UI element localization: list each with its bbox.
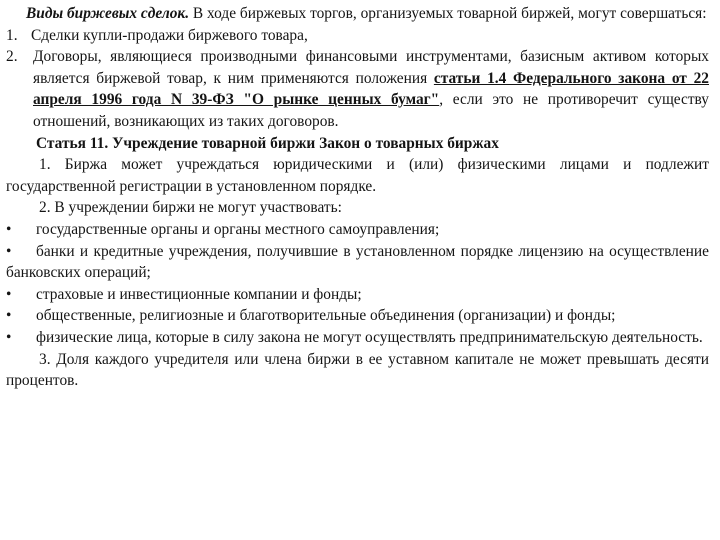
bullet-item (6, 327, 709, 349)
bullet-text: общественные, религиозные и благотворительные объединения (организации) и фонды; (36, 307, 616, 325)
article-paragraph-2: 2. В учреждении биржи не могут участвовать: (39, 199, 342, 217)
law-link[interactable]: статьи 1.4 Федерального закона от 22 апреля 1996 года N 39-ФЗ "О рынке ценных бумаг" (33, 69, 709, 109)
bullet-text: банки и кредитные учреждения, получившие в установленном порядке лицензию на осуществление банковских операций; (6, 242, 709, 282)
bullet-text: государственные органы и органы местного самоуправления; (36, 220, 440, 238)
list-text: Сделки купли-продажи биржевого товара, (31, 26, 308, 44)
list-number: 2. (6, 48, 18, 66)
list-item (6, 46, 709, 132)
bullet-text: физические лица, которые в силу закона не могут осуществлять предпринимательскую деятельность. (36, 328, 703, 346)
document-body (6, 3, 709, 392)
bullet-item (6, 219, 709, 241)
intro-text: В ходе биржевых торгов, организуемых товарной биржей, могут совершаться: (189, 5, 707, 22)
article-paragraph-3: 3. Доля каждого учредителя или члена биржи в ее уставном капитале не может превышать десяти процентов. (6, 350, 709, 390)
bullet-icon: • (6, 328, 12, 346)
bullet-icon: • (6, 220, 12, 238)
intro-paragraph (6, 3, 709, 25)
list-item (6, 25, 709, 47)
list-number: 1. (6, 26, 18, 44)
bullet-icon: • (6, 242, 12, 260)
article-paragraph-1: 1. Биржа может учреждаться юридическими и (или) физическими лицами и подлежит государственной регистрации в установленном порядке. (6, 156, 709, 195)
bullet-icon: • (6, 285, 12, 303)
bullet-icon: • (6, 307, 12, 325)
bullet-item (6, 241, 709, 284)
section-heading: Виды биржевых сделок. (26, 5, 190, 22)
list-text: Договоры, являющиеся производными финансовыми инструментами, базисным активом которых является биржевой товар, к ним применяются положения (33, 48, 709, 87)
bullet-text: страховые и инвестиционные компании и фонды; (36, 285, 362, 303)
article-title: Статья 11. Учреждение товарной биржи Закон о товарных биржах (36, 134, 499, 152)
bullet-item (6, 305, 709, 327)
bullet-item (6, 284, 709, 306)
list-text-tail: , если это не противоречит существу отношений, возникающих из таких договоров. (33, 91, 709, 130)
